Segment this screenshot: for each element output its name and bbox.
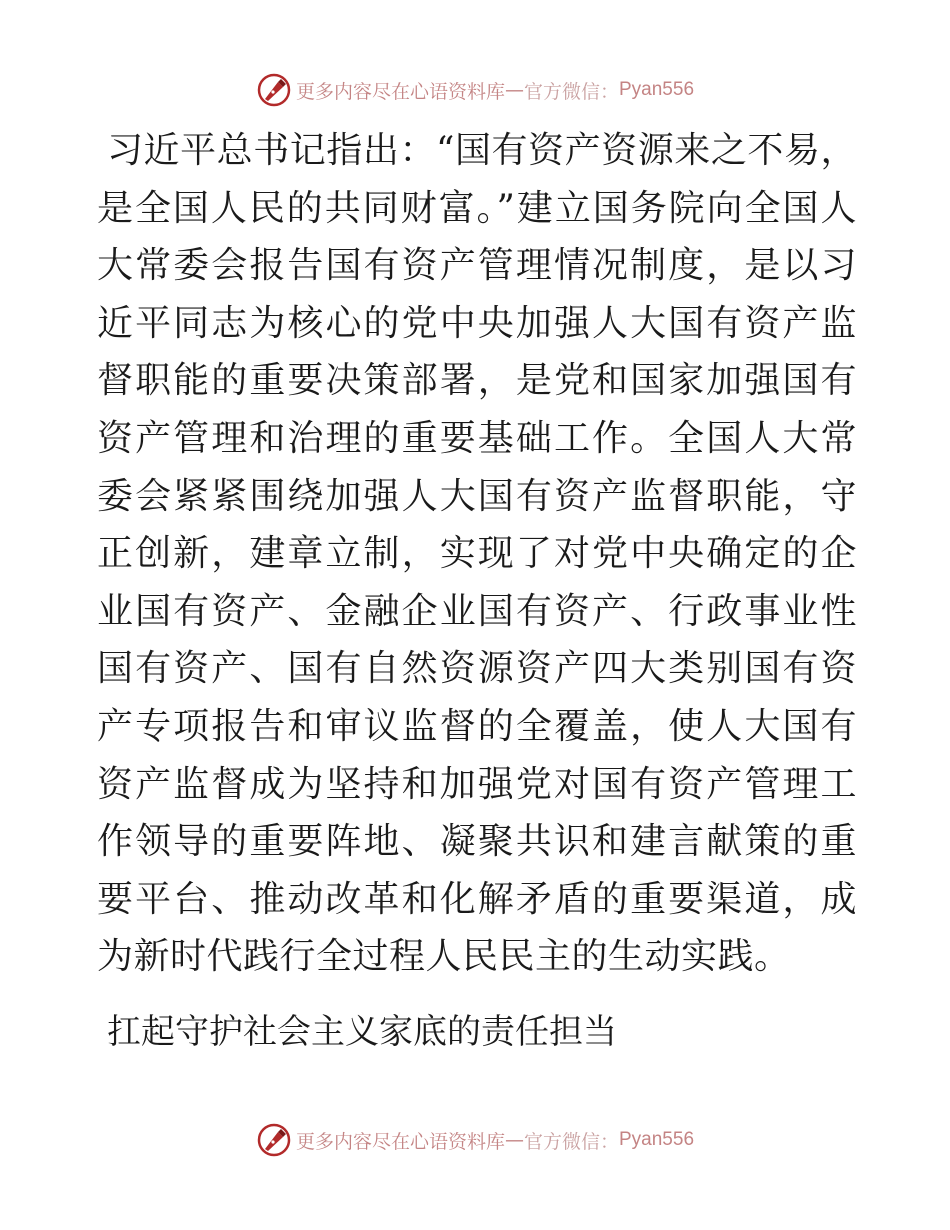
watermark-wechat-label: 官方微信：: [523, 80, 619, 103]
footer-watermark: [0, 1120, 950, 1160]
document-body: [97, 122, 857, 1061]
watermark-dash: —: [504, 79, 524, 101]
pen-nib-logo-icon: [256, 1122, 292, 1158]
header-watermark: [0, 70, 950, 110]
watermark-dash: —: [504, 1129, 524, 1151]
watermark-wechat-label: 官方微信：: [523, 1130, 619, 1153]
body-paragraph: 习近平总书记指出：“国有资产资源来之不易，是全国人民的共同财富。”建立国务院向全国人大常委会报告国有资产管理情况制度，是以习近平同志为核心的党中央加强人大国有资产监督职能的重要决策部署，是党和国家加强国有资产管理和治理的重要基础工作。全国人大常委会紧紧围绕加强人大国有资产监督职能，守正创新，建章立制，实现了对党中央确定的企业国有资产、金融企业国有资产、行政事业性国有资产、国有自然资源资产四大类别国有资产专项报告和审议监督的全覆盖，使人大国有资产监督成为坚持和加强党对国有资产管理工作领导的重要阵地、凝聚共识和建言献策的重要平台、推动改革和化解矛盾的重要渠道，成为新时代践行全过程人民民主的生动实践。: [97, 130, 857, 978]
watermark-text: 更多内容尽在心语资料库: [295, 80, 505, 103]
watermark-text: 更多内容尽在心语资料库: [295, 1130, 505, 1153]
pen-nib-logo-icon: [256, 72, 292, 108]
watermark-wechat-id: Pyan556: [619, 79, 695, 100]
section-heading: 扛起守护社会主义家底的责任担当: [107, 1011, 617, 1052]
watermark-wechat-id: Pyan556: [619, 1129, 695, 1150]
